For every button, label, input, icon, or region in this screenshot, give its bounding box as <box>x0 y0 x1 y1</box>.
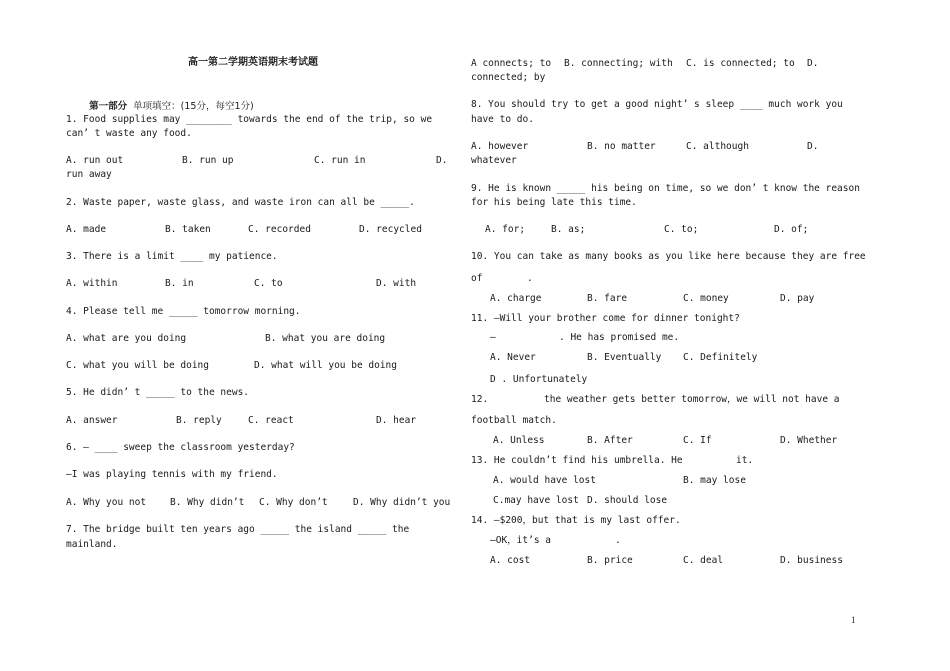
question-11-option-d[interactable]: D . Unfortunately <box>490 374 588 385</box>
question-13-option-c[interactable]: C.may have lost <box>493 495 579 506</box>
question-1-option-b[interactable]: B. run up <box>182 155 234 166</box>
question-1-stem: 1. Food supplies may ________ towards the end of the trip, so we <box>66 114 433 125</box>
question-1-option-d[interactable]: run away <box>66 169 112 180</box>
question-10-option-a[interactable]: A. charge <box>490 293 542 304</box>
page-number: 1 <box>851 615 856 625</box>
question-7-option-a[interactable]: A connects; to <box>471 58 552 69</box>
question-14-reply-end: . <box>615 535 621 546</box>
question-7-stem-cont: mainland. <box>66 539 118 550</box>
question-3-option-c[interactable]: C. to <box>254 278 283 289</box>
question-14-stem: 14. —$200，but that is my last offer. <box>471 515 681 526</box>
part-name: 第一部分 <box>89 100 128 112</box>
question-13-option-b[interactable]: B. may lose <box>683 475 746 486</box>
question-14-option-a[interactable]: A. cost <box>490 555 531 566</box>
question-3-option-a[interactable]: A. within <box>66 278 118 289</box>
question-12-option-a[interactable]: A. Unless <box>493 435 545 446</box>
question-11-option-b[interactable]: B. Eventually <box>587 352 662 363</box>
question-9-option-a[interactable]: A. for; <box>485 224 526 235</box>
question-11-option-c[interactable]: C. Definitely <box>683 352 758 363</box>
question-7-option-c[interactable]: C. is connected; to <box>686 58 795 69</box>
question-8-stem-cont: have to do. <box>471 114 534 125</box>
question-9-option-c[interactable]: C. to; <box>664 224 699 235</box>
question-7-option-d[interactable]: connected; by <box>471 72 546 83</box>
question-1-option-a[interactable]: A. run out <box>66 155 124 166</box>
question-5-stem: 5. He didn’ t _____ to the news. <box>66 387 250 398</box>
question-9-option-d[interactable]: D. of; <box>774 224 809 235</box>
question-3-stem: 3. There is a limit ____ my patience. <box>66 251 278 262</box>
question-1-option-c[interactable]: C. run in <box>314 155 366 166</box>
question-13-stem: 13. He couldn’t find his umbrella. He <box>471 455 683 466</box>
question-11-reply: . He has promised me. <box>559 332 680 343</box>
question-9-stem: 9. He is known _____ his being on time, so we don’ t know the reason <box>471 183 860 194</box>
part-description: 单项填空：(15分，每空1分) <box>133 100 254 112</box>
question-12-number: 12. <box>471 394 489 405</box>
question-13-stem-end: it. <box>736 455 754 466</box>
question-2-option-a[interactable]: A. made <box>66 224 107 235</box>
question-9-option-b[interactable]: B. as; <box>551 224 586 235</box>
question-8-option-c[interactable]: C. although <box>686 141 749 152</box>
question-2-option-c[interactable]: C. recorded <box>248 224 311 235</box>
question-12-stem: the weather gets better tomorrow，we will not have a <box>544 394 840 405</box>
question-10-option-d[interactable]: D. pay <box>780 293 815 304</box>
question-10-option-c[interactable]: C. money <box>683 293 729 304</box>
question-10-option-b[interactable]: B. fare <box>587 293 628 304</box>
question-7-option-d-label[interactable]: D. <box>807 58 819 69</box>
question-11-reply-dash: — <box>490 332 496 343</box>
question-3-option-b[interactable]: B. in <box>165 278 194 289</box>
question-6-option-a[interactable]: A. Why you not <box>66 497 147 508</box>
question-10-stem: 10. You can take as many books as you like here because they are free <box>471 251 866 262</box>
question-14-option-b[interactable]: B. price <box>587 555 633 566</box>
question-6-option-d[interactable]: D. Why didn’t you <box>353 497 451 508</box>
question-8-option-a[interactable]: A. however <box>471 141 529 152</box>
exam-title: 高一第二学期英语期末考试题 <box>188 57 318 68</box>
question-12-stem-cont: football match. <box>471 415 557 426</box>
question-5-option-d[interactable]: D. hear <box>376 415 417 426</box>
question-8-option-d[interactable]: whatever <box>471 155 517 166</box>
question-11-stem: 11. —Will your brother come for dinner tonight? <box>471 313 740 324</box>
question-12-option-c[interactable]: C. If <box>683 435 712 446</box>
question-6-stem: 6. — ____ sweep the classroom yesterday? <box>66 442 295 453</box>
question-2-stem: 2. Waste paper, waste glass, and waste iron can all be _____. <box>66 197 415 208</box>
question-3-option-d[interactable]: D. with <box>376 278 417 289</box>
question-13-option-d[interactable]: D. should lose <box>587 495 668 506</box>
question-7-option-b[interactable]: B. connecting; with <box>564 58 673 69</box>
question-2-option-b[interactable]: B. taken <box>165 224 211 235</box>
question-14-option-c[interactable]: C. deal <box>683 555 724 566</box>
question-8-option-d-label[interactable]: D. <box>807 141 819 152</box>
question-5-option-c[interactable]: C. react <box>248 415 294 426</box>
question-12-option-b[interactable]: B. After <box>587 435 633 446</box>
question-14-reply: —OK，it’s a <box>490 535 551 546</box>
question-4-option-c[interactable]: C. what you will be doing <box>66 360 209 371</box>
question-10-stem-end: . <box>527 273 533 284</box>
question-4-option-d[interactable]: D. what will you be doing <box>254 360 397 371</box>
question-12-option-d[interactable]: D. Whether <box>780 435 838 446</box>
question-10-stem-cont: of <box>471 273 483 284</box>
question-5-option-a[interactable]: A. answer <box>66 415 118 426</box>
question-13-option-a[interactable]: A. would have lost <box>493 475 596 486</box>
question-14-option-d[interactable]: D. business <box>780 555 843 566</box>
question-11-option-a[interactable]: A. Never <box>490 352 536 363</box>
question-5-option-b[interactable]: B. reply <box>176 415 222 426</box>
question-6-option-b[interactable]: B. Why didn’t <box>170 497 245 508</box>
question-4-option-a[interactable]: A. what are you doing <box>66 333 187 344</box>
question-2-option-d[interactable]: D. recycled <box>359 224 422 235</box>
question-6-reply: —I was playing tennis with my friend. <box>66 469 278 480</box>
question-9-stem-cont: for his being late this time. <box>471 197 637 208</box>
question-8-stem: 8. You should try to get a good night’ s sleep ____ much work you <box>471 99 843 110</box>
question-4-stem: 4. Please tell me _____ tomorrow morning. <box>66 306 301 317</box>
question-6-option-c[interactable]: C. Why don’t <box>259 497 328 508</box>
question-7-stem: 7. The bridge built ten years ago _____ the island _____ the <box>66 524 410 535</box>
question-8-option-b[interactable]: B. no matter <box>587 141 656 152</box>
question-1-option-d-label[interactable]: D. <box>436 155 448 166</box>
question-4-option-b[interactable]: B. what you are doing <box>265 333 386 344</box>
question-1-stem-cont: can’ t waste any food. <box>66 128 192 139</box>
